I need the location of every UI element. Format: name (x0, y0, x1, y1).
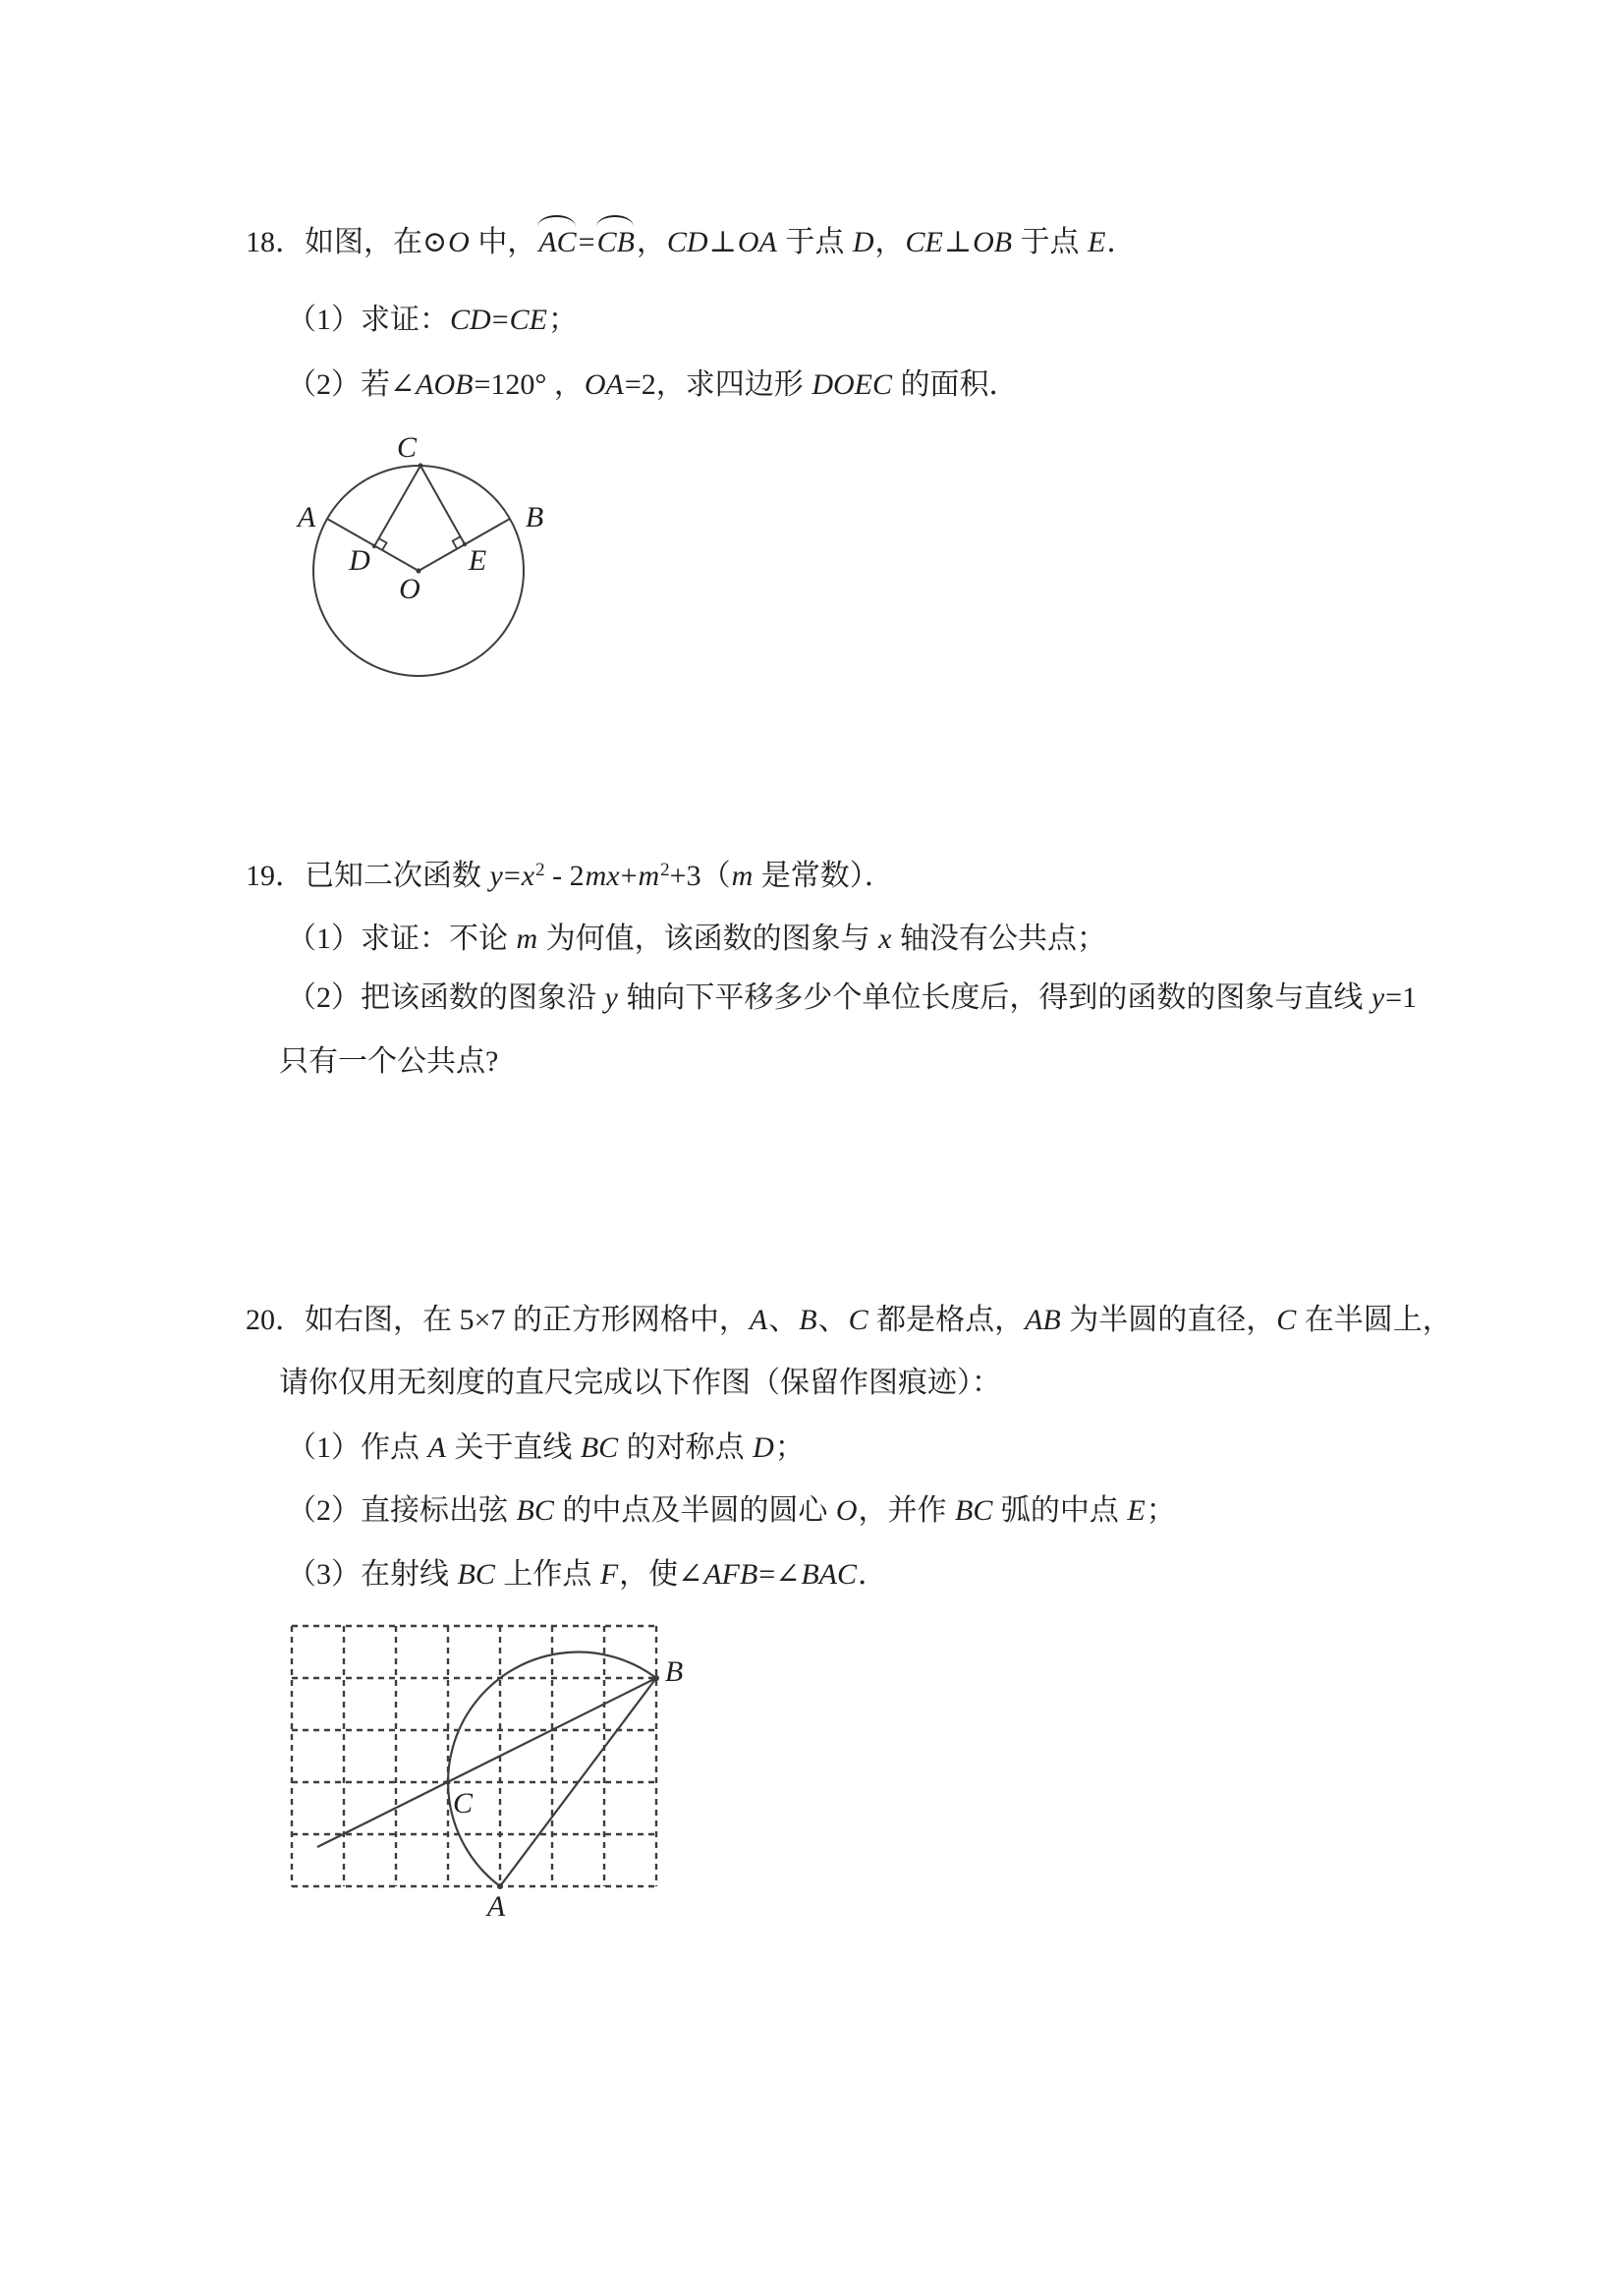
text-segment: ⊥ (943, 226, 973, 258)
problem-20-statement (246, 1301, 1452, 1340)
text-segment: ， (874, 226, 905, 258)
text-segment: E (1088, 226, 1106, 258)
text-segment: O (835, 1494, 858, 1527)
text-segment: ； (774, 1431, 805, 1464)
text-segment: ，并作 (858, 1494, 955, 1527)
text-segment: 、 (817, 1304, 848, 1336)
text-segment: F (599, 1558, 619, 1591)
problem-20-item-1 (287, 1428, 805, 1468)
text-segment: AC (536, 223, 578, 262)
dashed-grid-lines (292, 1626, 656, 1886)
text-segment: CE (905, 226, 943, 258)
text-segment: mx (585, 860, 620, 892)
text-segment: BAC (801, 1558, 858, 1591)
text-segment: 上作点 (495, 1558, 599, 1591)
problem-18-item-2 (287, 365, 1018, 405)
text-segment: ，使∠ (619, 1558, 703, 1591)
text-segment: =∠ (758, 1558, 801, 1591)
text-segment: m (731, 860, 754, 892)
text-segment: x (878, 923, 892, 955)
text-segment: DOEC (812, 368, 892, 401)
circle-figure (275, 425, 570, 700)
text-segment: （1）作点 (287, 1431, 427, 1464)
point-label-b: B (664, 1655, 684, 1688)
text-segment: ， (636, 226, 666, 258)
text-segment: 弧的中点 (993, 1494, 1127, 1527)
text-segment: 于点 (1013, 226, 1088, 258)
text-segment: （1）求证：不论 (287, 923, 516, 955)
point-e-dot (463, 542, 467, 546)
point-label-d: D (349, 544, 370, 577)
point-d-dot (372, 544, 376, 548)
text-segment: 的对称点 (619, 1431, 753, 1464)
text-segment: y (604, 981, 618, 1014)
text-segment: OB (973, 226, 1013, 258)
grid-semicircle-figure (275, 1616, 707, 1940)
text-segment: C (1276, 1304, 1297, 1336)
point-c-dot (445, 1779, 450, 1784)
text-segment: 2 (660, 860, 670, 880)
text-segment: 为何值，该函数的图象与 (538, 923, 878, 955)
point-label-a: A (486, 1890, 506, 1923)
text-segment: A (749, 1304, 768, 1336)
text-segment: （2）把该函数的图象沿 (287, 981, 604, 1014)
text-segment: B (799, 1304, 817, 1336)
text-segment: ． (1106, 226, 1137, 258)
text-segment: （2）直接标出弦 (287, 1494, 516, 1527)
text-segment: BC (457, 1558, 495, 1591)
text-segment: m (516, 923, 538, 955)
problem-18-item-1 (287, 301, 578, 340)
text-segment: y (489, 860, 503, 892)
text-segment: E (1127, 1494, 1146, 1527)
text-segment: 20．如右图，在 5×7 的正方形网格中， (246, 1304, 749, 1336)
point-label-b: B (525, 501, 544, 533)
text-segment: 18．如图，在⊙ (246, 226, 448, 258)
text-segment: = (578, 226, 595, 258)
text-segment: 轴没有公共点； (892, 923, 1106, 955)
text-segment: O (448, 226, 470, 258)
problem-19-item-2-continuation (279, 1042, 498, 1082)
problem-20-statement-continuation (279, 1364, 1001, 1403)
text-segment: AB (1025, 1304, 1061, 1336)
problem-19-item-1 (287, 920, 1106, 959)
text-segment: 为半圆的直径， (1061, 1304, 1276, 1336)
text-segment: CE (509, 304, 547, 336)
text-segment: =1 (1385, 981, 1418, 1014)
problem-18-statement (246, 223, 1136, 262)
text-segment: 于点 (777, 226, 852, 258)
text-segment: A (427, 1431, 446, 1464)
text-segment: 、 (768, 1304, 799, 1336)
text-segment: 19．已知二次函数 (246, 860, 489, 892)
point-c-dot (418, 463, 422, 468)
text-segment: x (521, 860, 535, 892)
text-segment: BC (580, 1431, 619, 1464)
text-segment: 是常数）． (754, 860, 894, 892)
line-through-b-and-c (317, 1678, 656, 1847)
segment-cd-line (374, 466, 420, 546)
problem-19-item-2 (287, 979, 1417, 1018)
text-segment: ； (547, 304, 578, 336)
text-segment: = (503, 860, 521, 892)
problem-19-statement (246, 851, 894, 896)
point-label-o: O (399, 573, 420, 605)
text-segment: CB (595, 223, 637, 262)
text-segment: BC (516, 1494, 554, 1527)
text-segment: （1）求证： (287, 304, 449, 336)
text-segment: CD (666, 226, 708, 258)
text-segment: 的面积． (892, 368, 1019, 401)
text-segment: 在半圆上， (1297, 1304, 1452, 1336)
text-segment: 只有一个公共点? (279, 1045, 499, 1078)
text-segment: 都是格点， (868, 1304, 1025, 1336)
text-segment: + (620, 860, 638, 892)
point-label-c: C (396, 431, 418, 464)
point-b-dot (653, 1675, 659, 1681)
text-segment: 请你仅用无刻度的直尺完成以下作图（保留作图痕迹）： (279, 1367, 1001, 1399)
text-segment: OA (737, 226, 777, 258)
text-segment: D (753, 1431, 774, 1464)
text-segment: AFB (703, 1558, 758, 1591)
text-segment: = (491, 304, 509, 336)
text-segment: 中， (470, 226, 537, 258)
text-segment: BC (955, 1494, 993, 1527)
text-segment: （2）若∠ (287, 368, 416, 401)
text-segment: =120° ， (474, 368, 584, 401)
text-segment: OA (584, 368, 624, 401)
text-segment: y (1371, 981, 1385, 1014)
text-segment: ． (858, 1558, 888, 1591)
problem-20-item-3 (287, 1555, 887, 1595)
text-segment: CD (450, 304, 491, 336)
text-segment: 2 (535, 860, 545, 880)
problem-20-item-2 (287, 1491, 1176, 1531)
text-segment: +3（ (669, 860, 731, 892)
text-segment: 关于直线 (446, 1431, 580, 1464)
text-segment: C (848, 1304, 868, 1336)
text-segment: AOB (416, 368, 474, 401)
text-segment: ⊥ (708, 226, 737, 258)
text-segment: - 2 (544, 860, 585, 892)
point-label-c: C (452, 1787, 474, 1820)
text-segment: （3）在射线 (287, 1558, 457, 1591)
text-segment: D (852, 226, 874, 258)
point-label-e: E (468, 544, 487, 577)
point-a-dot (497, 1883, 503, 1889)
point-label-a: A (297, 501, 316, 533)
text-segment: ； (1146, 1494, 1176, 1527)
text-segment: =2，求四边形 (624, 368, 812, 401)
text-segment: 的中点及半圆的圆心 (554, 1494, 835, 1527)
text-segment: 轴向下平移多少个单位长度后，得到的函数的图象与直线 (618, 981, 1371, 1014)
segment-ce-line (420, 466, 465, 544)
text-segment: m (638, 860, 660, 892)
